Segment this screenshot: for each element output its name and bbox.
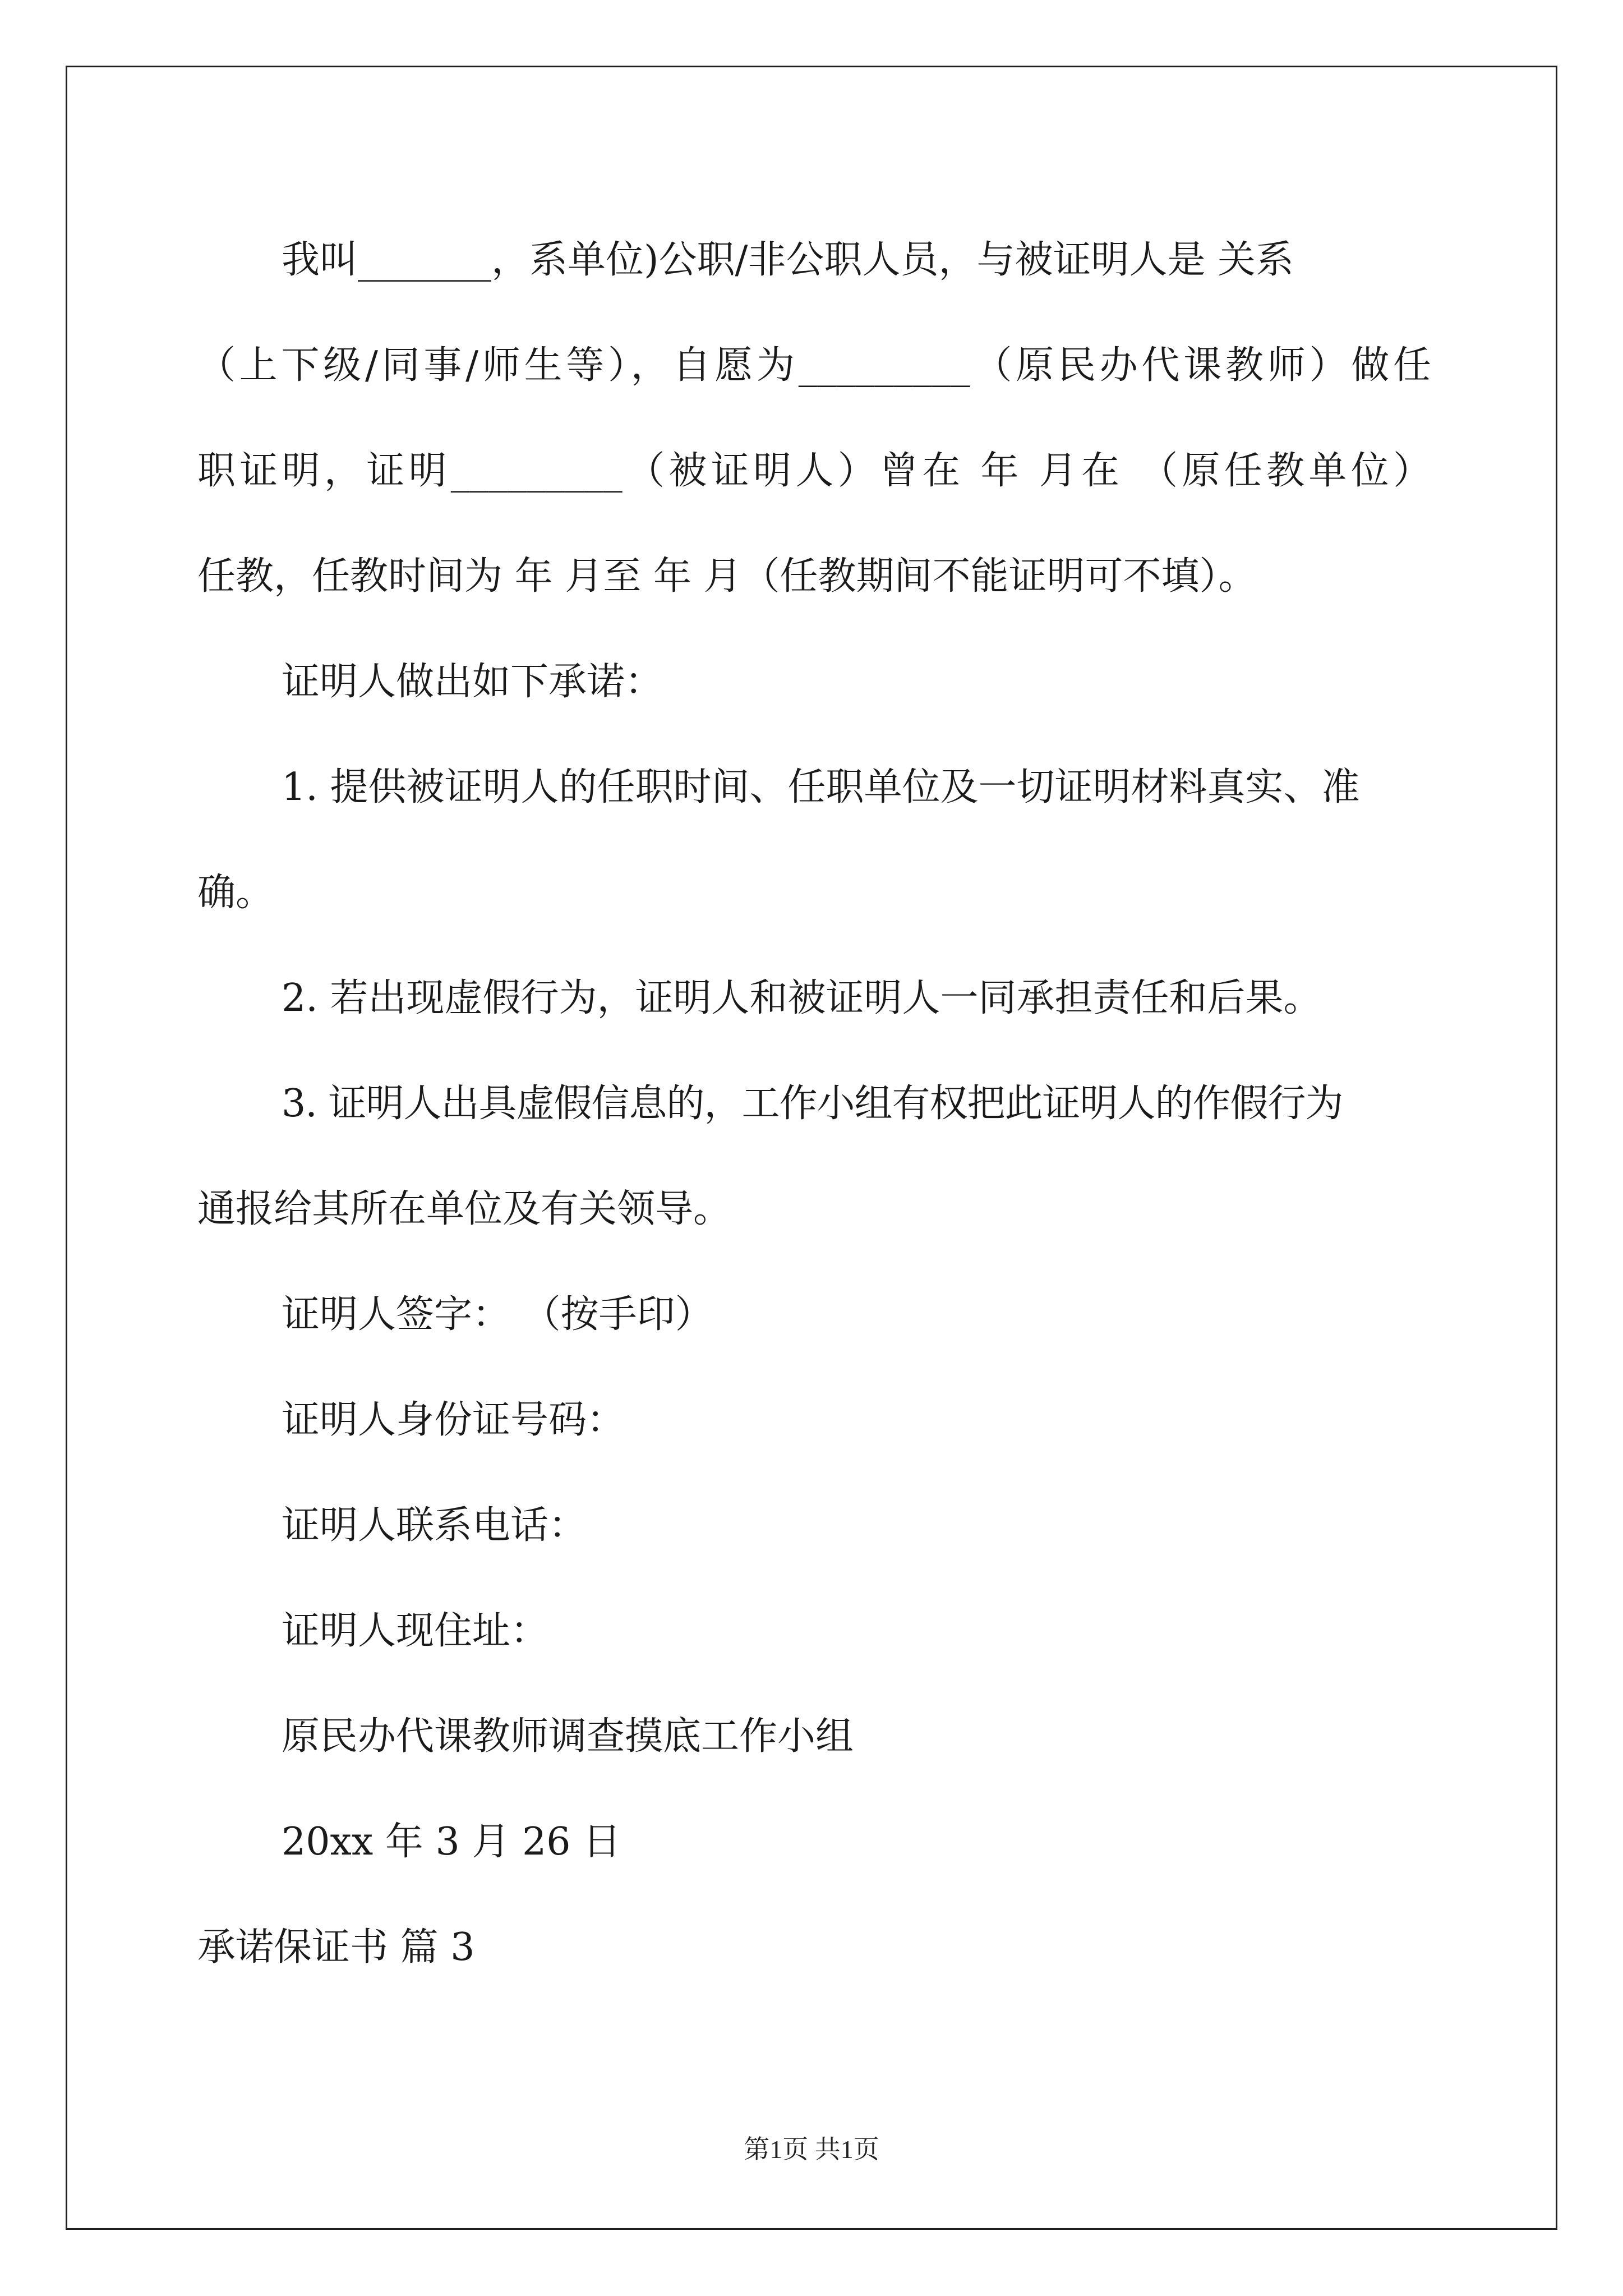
commitment-item-3: 3. 证明人出具虚假信息的，工作小组有权把此证明人的作假行为 — [282, 1082, 1343, 1126]
commitment-heading: 证明人做出如下承诺： — [282, 660, 663, 704]
signature-line: 证明人签字： （按手印） — [282, 1292, 713, 1337]
issuer-line: 原民办代课教师调查摸底工作小组 — [282, 1714, 854, 1759]
section-heading: 承诺保证书 篇 3 — [197, 1925, 475, 1970]
commitment-item-1-continued: 确。 — [197, 871, 274, 915]
date-line: 20xx 年 3 月 26 日 — [282, 1820, 621, 1864]
address-line: 证明人现住址： — [282, 1609, 549, 1653]
id-number-line: 证明人身份证号码： — [282, 1398, 625, 1442]
commitment-item-1: 1. 提供被证明人的任职时间、任职单位及一切证明材料真实、准 — [282, 765, 1360, 809]
document-body — [197, 208, 1431, 2000]
phone-line: 证明人联系电话： — [282, 1503, 587, 1548]
paragraph-line-2: （上下级/同事/师生等），自愿为_________（原民办代课教师）做任 — [197, 343, 1431, 388]
paragraph-line-3: 职证明，证明_________（被证明人）曾在 年 月在 （原任教单位） — [197, 449, 1431, 493]
commitment-item-3-continued: 通报给其所在单位及有关领导。 — [197, 1187, 732, 1231]
commitment-item-2: 2. 若出现虚假行为，证明人和被证明人一同承担责任和后果。 — [282, 976, 1322, 1020]
paragraph-line-4: 任教，任教时间为 年 月至 年 月（任教期间不能证明可不填）。 — [197, 554, 1257, 599]
paragraph-line-1: 我叫_______，系单位)公职/非公职人员，与被证明人是 关系 — [282, 238, 1294, 282]
page-footer: 第1页 共1页 — [744, 2135, 879, 2164]
